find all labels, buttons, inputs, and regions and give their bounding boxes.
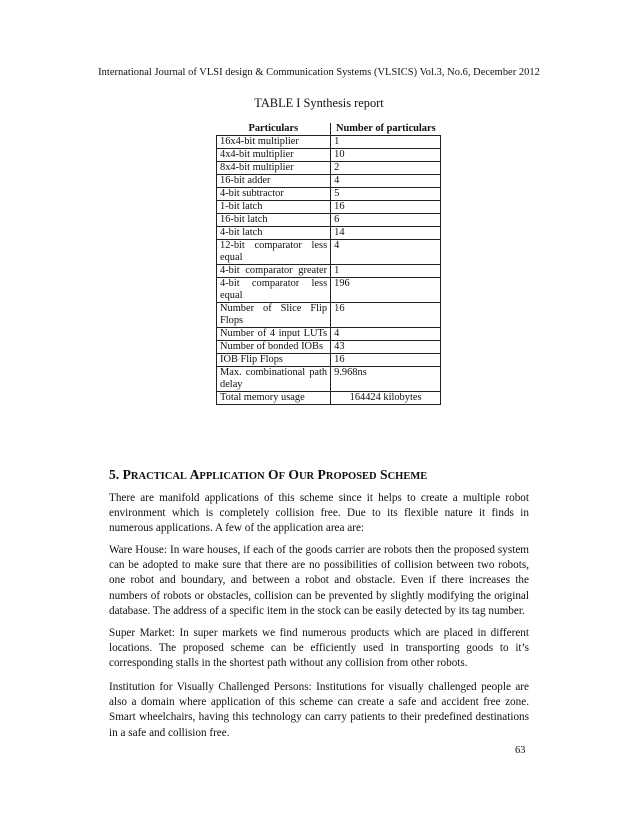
section-title-word: OUR	[288, 467, 315, 482]
cell-count: 5	[331, 188, 441, 201]
cell-particular: 4-bit comparator less equal	[217, 278, 331, 303]
table-row	[217, 136, 441, 149]
table-row	[217, 240, 441, 265]
section-title-word: APPLICATION	[189, 467, 265, 482]
paragraph-ware-house: Ware House: In ware houses, if each of the goods carrier are robots then the proposed system can be adopted to make sure that there are no possibilities of collision between two robots, one robot and boundary, and between a robot and obstacle. Even if there increases the numbers of robots or obstacles, collision can be prevented by slightly modifying the original database. The address of a specific item in the stock can be easily detected by its tag number.	[109, 544, 529, 617]
page-number: 63	[515, 745, 526, 756]
section-title-word: SCHEME	[380, 467, 428, 482]
section-title-word: PRACTICAL	[122, 467, 187, 482]
cell-count: 9.968ns	[331, 367, 441, 392]
cell-count: 4	[331, 240, 441, 265]
table-row	[217, 214, 441, 227]
cell-count: 16	[331, 201, 441, 214]
table-row	[217, 367, 441, 392]
cell-count: 10	[331, 149, 441, 162]
cell-particular: 12-bit comparator less equal	[217, 240, 331, 265]
cell-particular: 1-bit latch	[217, 201, 331, 214]
cell-count: 4	[331, 328, 441, 341]
table-row	[217, 278, 441, 303]
cell-particular: 4-bit latch	[217, 227, 331, 240]
cell-particular: 4-bit comparator greater	[217, 265, 331, 278]
synthesis-report-table	[216, 123, 441, 405]
cell-particular: Total memory usage	[217, 392, 331, 405]
cell-particular: 4x4-bit multiplier	[217, 149, 331, 162]
section-heading	[109, 467, 427, 483]
cell-particular: 16-bit adder	[217, 175, 331, 188]
table-caption: TABLE I Synthesis report	[254, 96, 384, 110]
section-title-word: OF	[267, 467, 285, 482]
paragraph-intro: There are manifold applications of this scheme since it helps to create a multiple robot environment which is completely collision free. Due to its flexible nature it finds in numerous applications. A few of the application area are:	[109, 492, 529, 535]
cell-count: 1	[331, 265, 441, 278]
cell-count: 16	[331, 354, 441, 367]
cell-count: 2	[331, 162, 441, 175]
cell-particular: 16x4-bit multiplier	[217, 136, 331, 149]
table-body	[217, 136, 441, 405]
cell-count: 164424 kilobytes	[331, 392, 441, 405]
column-header-number: Number of particulars	[331, 123, 441, 136]
cell-particular: 4-bit subtractor	[217, 188, 331, 201]
cell-count: 14	[331, 227, 441, 240]
cell-count: 4	[331, 175, 441, 188]
table-row	[217, 265, 441, 278]
cell-particular: 16-bit latch	[217, 214, 331, 227]
table-row	[217, 392, 441, 405]
cell-particular: Number of 4 input LUTs	[217, 328, 331, 341]
table-row	[217, 149, 441, 162]
paragraph-visually-challenged: Institution for Visually Challenged Persons: Institutions for visually challenged people are also a domain where application of this scheme can create a safe and accident free zone. Smart wheelchairs, having this technology can carry patients to their predefined destinations in a safe and collision free.	[109, 681, 529, 739]
table-row	[217, 162, 441, 175]
cell-particular: 8x4-bit multiplier	[217, 162, 331, 175]
table-row	[217, 303, 441, 328]
cell-count: 16	[331, 303, 441, 328]
cell-particular: Number of Slice Flip Flops	[217, 303, 331, 328]
column-header-particulars: Particulars	[217, 123, 331, 136]
table-row	[217, 341, 441, 354]
section-number: 5.	[109, 467, 120, 482]
table-row	[217, 175, 441, 188]
section-title	[123, 467, 428, 482]
cell-count: 1	[331, 136, 441, 149]
table-row	[217, 354, 441, 367]
cell-count: 6	[331, 214, 441, 227]
cell-particular: Number of bonded IOBs	[217, 341, 331, 354]
cell-particular: Max. combinational path delay	[217, 367, 331, 392]
paragraph-super-market: Super Market: In super markets we find numerous products which are placed in different locations. The proposed scheme can be efficiently used in transporting goods to it’s corresponding stalls in the shortest path without any collision from other robots.	[109, 627, 529, 670]
cell-count: 43	[331, 341, 441, 354]
journal-header: International Journal of VLSI design & Communication Systems (VLSICS) Vol.3, No.6, December 2012	[98, 67, 540, 78]
section-title-word: PROPOSED	[317, 467, 377, 482]
cell-particular: IOB Flip Flops	[217, 354, 331, 367]
table-row	[217, 328, 441, 341]
table-row	[217, 227, 441, 240]
table-row	[217, 201, 441, 214]
table-row	[217, 188, 441, 201]
cell-count: 196	[331, 278, 441, 303]
